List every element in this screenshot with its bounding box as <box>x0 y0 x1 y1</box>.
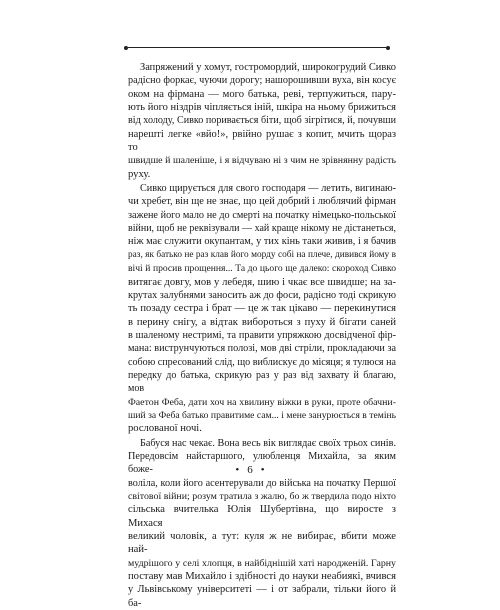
para-line: мудрішого у селі хлопця, в найбіднішій хаті народженій. Гарну <box>128 557 396 569</box>
para-line: оком на фірмана — мого батька, реві, терпужиться, пару- <box>128 88 396 100</box>
para-line: зажене його мало не до смерті на початку німецько-польської <box>128 209 396 221</box>
para-line: в шаленому нестримі, та правити упряжкою досвідченої фір- <box>128 329 396 341</box>
para-line: вічі й просив прощення... Та до цього ще далеко: скороход Сивко <box>128 263 396 275</box>
para-line: собою спресований слід, що виблискує до місяця; я тулюся на <box>128 356 396 368</box>
header-rule <box>128 47 386 48</box>
para-line: Фаетон Феба, дати хоч на хвилину віжки в руки, проте обачни- <box>128 396 396 408</box>
para-line: ть позаду сестра і брат — це ж так цікаво — перекинутися <box>128 303 396 315</box>
para-line: ють його ніздрів чіпляється іній, шкіра на ньому брижиться <box>128 102 396 114</box>
para-line: передку до батька, скрикую раз у раз від захвату й благаю, мов <box>128 369 396 395</box>
footer-bullet-right: • <box>260 464 265 476</box>
rule-dot-right <box>386 46 390 50</box>
para-line: рослованої ночі. <box>128 423 202 435</box>
rule-dot-left <box>124 46 128 50</box>
para-line: витягає довгу, мов у лебедя, шию і чкає все швидше; на за- <box>128 276 396 288</box>
para-line: швидше й шаленіше, і я відчуваю ні з чим не зрівнянну радість <box>128 155 396 167</box>
para-line: Запряжений у хомут, гостромордий, широкогрудий Сивко <box>140 62 396 73</box>
para-line: руху. <box>128 168 151 180</box>
para-line: в перину снігу, а відтак вибороться з пуху й бігати саней <box>128 316 396 328</box>
para-line: сільська вчителька Юлія Шубертівна, що виросте з Михася <box>128 504 396 529</box>
para-line: крутах залубнями заносить аж до фоси, радісно тоді скрикую <box>128 289 396 301</box>
para-line: поставу мав Михайло і здібності до науки неабиякі, вчився <box>128 571 396 583</box>
footer-bullet-left: • <box>235 464 240 476</box>
para-line: великий чоловік, а тут: куля ж не вибирає, вбити може най- <box>128 531 396 556</box>
para-line: світової війни; розум тратила з жалю, бо ж твердила подо ніхто <box>128 491 396 502</box>
para-line: ший за Феба батько правитиме сам... і мене занурюється в темінь <box>128 409 396 421</box>
para-line: від холоду, Сивко поривається біти, щоб зігрітися, й, почувши <box>128 115 396 127</box>
para-line: у Львівському університеті — і от забрали, тільки його й ба- <box>128 584 396 609</box>
para-line: ніж має служити окупантам, у тих кінь таки живив, і я бачив <box>128 236 396 248</box>
body-text <box>128 61 396 610</box>
para-line: мана: виструнчуються полозі, мов дві стріли, прокладаючи за <box>128 343 396 355</box>
para-line: чи хребет, він ще не знає, що цей добрий і люблячий фірман <box>128 196 396 208</box>
para-line: Бабуся нас чекає. Вона весь вік виглядає своїх трьох синів. <box>140 437 396 449</box>
para-line: нарешті легке «вйо!», рвійно рушає з копит, мчить щораз то <box>128 128 396 154</box>
para-line: Сивко щирується для свого господаря — летить, вигинаю- <box>140 183 396 195</box>
para-line: Передовсім найстаршого, улюбленця Михайла, за яким боже- <box>128 450 396 476</box>
page-number: 6 <box>247 464 253 476</box>
page-number-footer <box>0 464 500 476</box>
para-line: війни, щоб не реквізували — хай краще нікому не дістанеться, <box>128 223 396 235</box>
para-line: раз, як батько не раз клав його морду собі на плече, дивився йому в <box>128 249 396 260</box>
para-line: радісно форкає, чуючи дорогу; нашорошивши вуха, він косує <box>128 75 396 87</box>
para-line: воліла, коли його асентерували до війська на початку Першої <box>128 477 396 489</box>
